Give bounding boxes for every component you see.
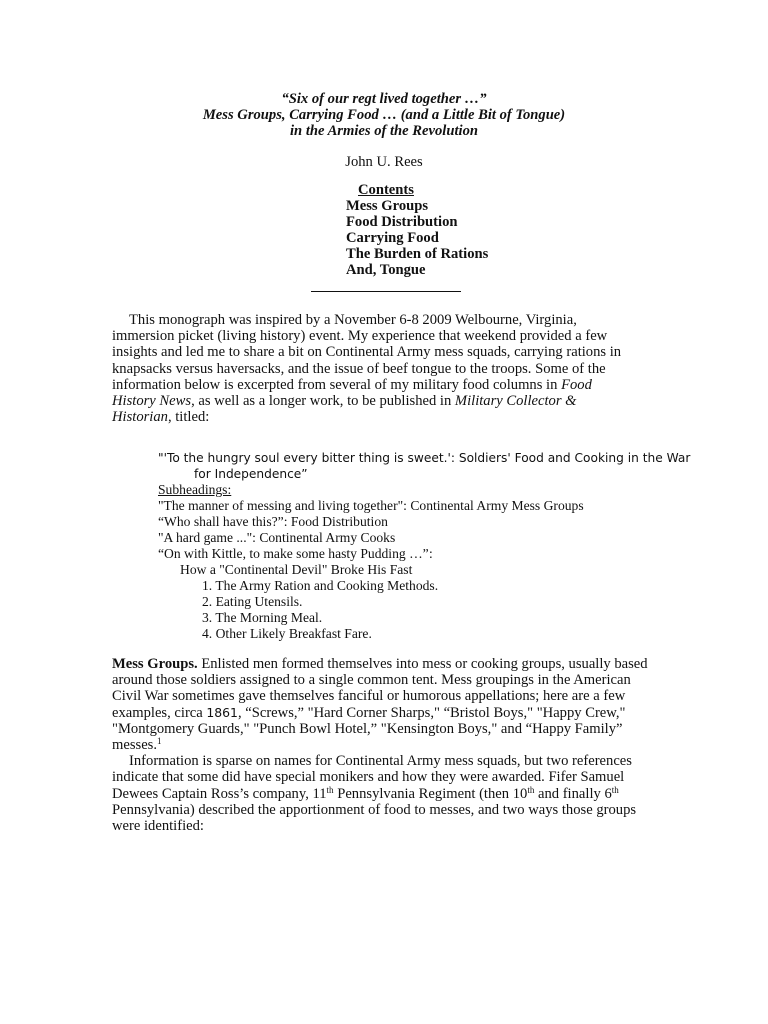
outline-numbered-item: 2. Eating Utensils. (202, 594, 303, 609)
intro-paragraph (112, 312, 652, 425)
outline-numbered-item: 1. The Army Ration and Cooking Methods. (202, 578, 439, 593)
document-title (0, 91, 768, 139)
outline-item: "The manner of messing and living together": Continental Army Mess Groups (158, 498, 584, 513)
contents-item: The Burden of Rations (346, 246, 489, 262)
text-line: Civil War sometimes gave themselves fanciful or humorous appellations; here are a few (112, 688, 626, 705)
title-line-2: Mess Groups, Carrying Food … (and a Little Bit of Tongue) (202, 107, 566, 123)
mess-groups-section (112, 656, 657, 834)
outline-item: "A hard game ...": Continental Army Cooks (158, 530, 396, 545)
text-line: Dewees Captain Ross’s company, 11th Pennsylvania Regiment (then 10th and finally 6th (112, 784, 619, 802)
author: John U. Rees (345, 154, 423, 170)
contents-item: Food Distribution (346, 214, 458, 230)
outline-numbered-item: 4. Other Likely Breakfast Fare. (202, 626, 372, 641)
subheadings-label: Subheadings: (158, 482, 232, 497)
section-heading: Mess Groups. (112, 656, 198, 672)
text-line: indicate that some did have special monikers and how they were awarded. Fifer Samuel (112, 769, 625, 786)
text-line: around those soldiers assigned to a single common tent. Mess groupings in the American (112, 672, 631, 689)
section-divider (311, 291, 461, 292)
text-line: messes.$^1$ (112, 736, 162, 754)
outline-numbered-item: 3. The Morning Meal. (202, 610, 323, 625)
subheadings-outline (158, 450, 690, 642)
text-line: immersion picket (living history) event. My experience that weekend provided a few (112, 328, 608, 345)
outline-quote-cont: for Independence” (194, 467, 308, 481)
text-line: History News, as well as a longer work, to be published in Military Collector & (112, 393, 577, 410)
text-line: Pennsylvania) described the apportionment of food to messes, and two ways those groups (112, 801, 637, 818)
text-line: Mess Groups. Enlisted men formed themselves into mess or cooking groups, usually based (112, 656, 648, 672)
footnote-ref: 1 (157, 736, 162, 747)
text-line: "Montgomery Guards," "Punch Bowl Hotel,” "Kensington Boys," and “Happy Family” (112, 720, 623, 737)
text-line: This monograph was inspired by a November 6-8 2009 Welbourne, Virginia, (129, 312, 577, 328)
contents-heading: Contents (358, 182, 414, 198)
title-line-1: “Six of our regt lived together …” (281, 91, 487, 107)
text-line: information below is excerpted from several of my military food columns in Food (112, 376, 592, 393)
outline-item: “Who shall have this?”: Food Distribution (158, 514, 388, 529)
text-line: knapsacks versus haversacks, and the issue of beef tongue to the troops. Some of the (112, 360, 606, 377)
text-line: Historian, titled: (112, 409, 210, 426)
outline-item: How a "Continental Devil" Broke His Fast (180, 562, 413, 577)
contents-item: And, Tongue (346, 262, 426, 278)
text-line: examples, circa 1861, “Screws,” "Hard Corner Sharps," “Bristol Boys," "Happy Crew," (112, 704, 626, 721)
text-line: Information is sparse on names for Continental Army mess squads, but two references (129, 753, 632, 770)
title-line-3: in the Armies of the Revolution (290, 123, 478, 139)
contents-item: Mess Groups (346, 198, 429, 214)
outline-item: “On with Kittle, to make some hasty Pudding …”: (158, 546, 433, 561)
contents-item: Carrying Food (346, 230, 439, 246)
outline-quote: "'To the hungry soul every bitter thing is sweet.': Soldiers' Food and Cooking in the War (158, 451, 691, 465)
table-of-contents (346, 182, 488, 278)
text-line: insights and led me to share a bit on Continental Army mess squads, carrying rations in (112, 344, 622, 361)
text-line: were identified: (112, 818, 204, 835)
